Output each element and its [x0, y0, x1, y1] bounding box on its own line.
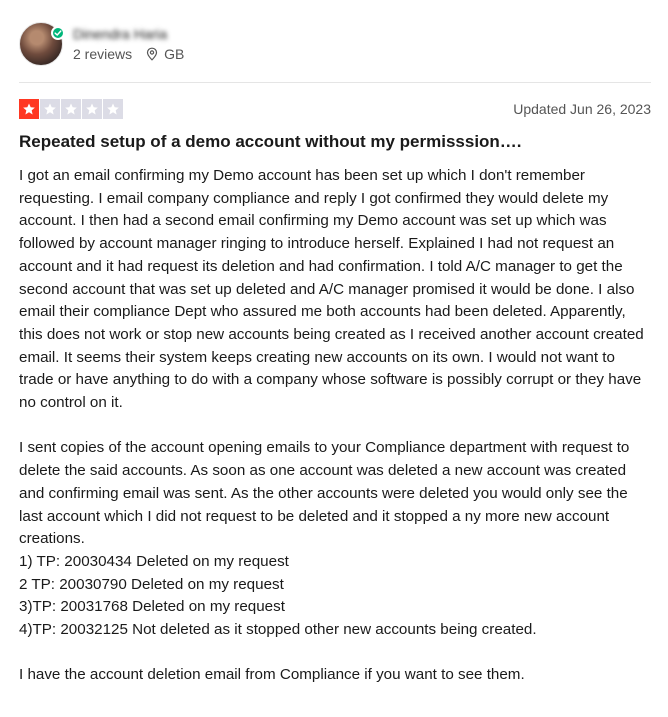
paragraph-gap	[19, 642, 649, 665]
list-item: 3)TP: 20031768 Deleted on my request	[19, 598, 285, 616]
reviewer-info	[73, 26, 184, 62]
review-paragraph: I sent copies of the account opening emails to your Compliance department with request to delete the said accounts. As soon as one account was deleted a new account was created and confirming email was sent. As the other accounts were deleted you would only see the last account which I did not request to be deleted and it stopped a ny more new account creations.	[19, 439, 630, 548]
verified-check-icon	[51, 26, 65, 40]
header-divider	[19, 82, 651, 83]
star-icon	[61, 99, 81, 119]
star-icon	[103, 99, 123, 119]
reviewer-header	[19, 16, 651, 72]
review-body	[19, 165, 649, 687]
list-item: 1) TP: 20030434 Deleted on my request	[19, 552, 289, 570]
review-title[interactable]: Repeated setup of a demo account without my permisssion….	[19, 132, 522, 151]
review-count: 2 reviews	[73, 46, 133, 62]
reviewer-meta	[73, 46, 184, 62]
star-rating	[19, 99, 123, 119]
reviewer-name[interactable]: Dinendra Haria	[73, 26, 168, 42]
rating-row	[19, 99, 651, 119]
avatar-wrapper[interactable]	[19, 22, 63, 66]
star-icon	[40, 99, 60, 119]
country-code: GB	[164, 46, 185, 62]
star-icon	[82, 99, 102, 119]
star-icon	[19, 99, 39, 119]
paragraph-gap	[19, 415, 649, 438]
reviewer-location	[146, 46, 184, 62]
review-paragraph: I have the account deletion email from Compliance if you want to see them.	[19, 666, 525, 684]
review-date[interactable]: Updated Jun 26, 2023	[513, 101, 651, 117]
location-pin-icon	[146, 47, 158, 61]
review-paragraph: I got an email confirming my Demo account has been set up which I don't remember requesting. I email company compliance and reply I got confirmed they would delete my account. I then had a second email confirming my Demo account was set up which was followed by account manager ringing to introduce herself. Explained I had not request an account and it had request its deletion and had confirmation. I told A/C manager to get the second account that was set up deleted and A/C manager promised it would be done. I also email their compliance Dept who assured me both accounts had been deleted. Apparently, this does not work or stop new accounts being created as I received another account created email. It seems their system keeps creating new accounts on its own. I would not want to trade or have anything to do with a company whose software is possibly corrupt or they have no control on it.	[19, 167, 644, 412]
list-item: 2 TP: 20030790 Deleted on my request	[19, 575, 284, 593]
list-item: 4)TP: 20032125 Not deleted as it stopped other new accounts being created.	[19, 621, 537, 639]
